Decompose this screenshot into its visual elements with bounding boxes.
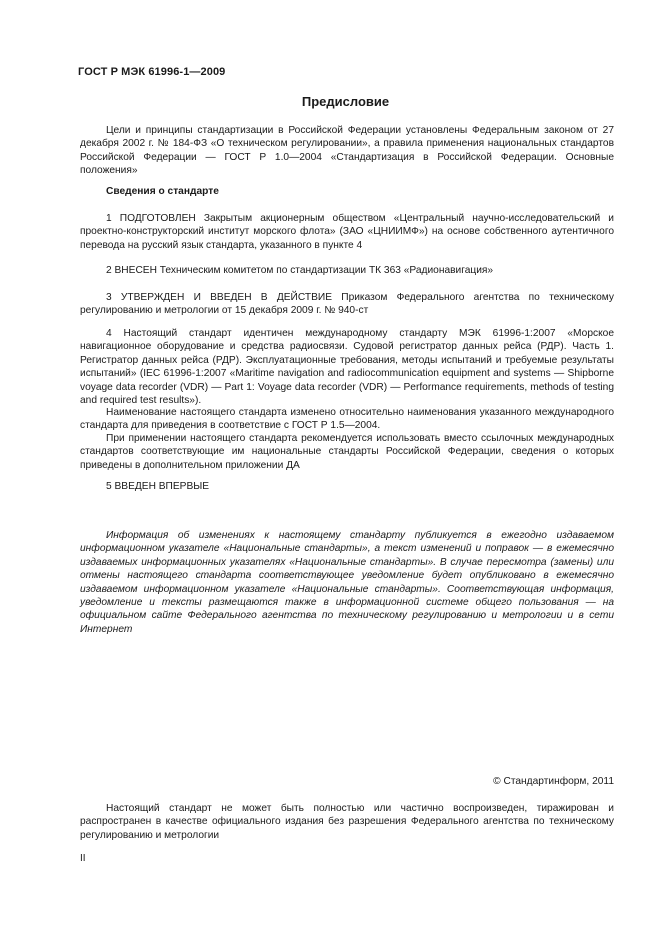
reproduction-notice: Настоящий стандарт не может быть полностью или частично воспроизведен, тиражирован и распространен в качестве официального издания без разрешения Федерального агентства по техническому регулированию и метрологии <box>80 803 614 841</box>
info-heading: Сведения о стандарте <box>106 186 219 197</box>
item-4-identical: 4 Настоящий стандарт идентичен международному стандарту МЭК 61996-1:2007 «Морское навигационное оборудование и средства радиосвязи. Судовой регистратор данных рейса (РДР). Часть 1. Регистратор данных рейса (РДР). Эксплуатационные требования, методы испытаний и требуемые результаты испытаний» (IEC 61996-1:2007 «Maritime navigation and radiocommunication equipment and systems — Shipborne voyage data recorder (VDR) — Part 1: Voyage data recorder (VDR) — Performance requirements, methods of testing and required test results»). <box>80 328 614 407</box>
item-4-references: При применении настоящего стандарта рекомендуется использовать вместо ссылочных международных стандартов соответствующие им национальные стандарты Российской Федерации, сведения о которых приведены в дополнительном приложении ДА <box>80 433 614 471</box>
item-5-first-introduced: 5 ВВЕДЕН ВПЕРВЫЕ <box>106 481 210 492</box>
preface-intro: Цели и принципы стандартизации в Российской Федерации установлены Федеральным законом от 27 декабря 2002 г. № 184-ФЗ «О техническом регулировании», а правила применения национальных стандартов Российской Федерации — ГОСТ Р 1.0—2004 «Стандартизация в Российской Федерации. Основные положения» <box>80 125 614 177</box>
page-number: II <box>80 853 86 864</box>
copyright-line: © Стандартинформ, 2011 <box>493 776 614 787</box>
item-2-introduced: 2 ВНЕСЕН Техническим комитетом по стандартизации ТК 363 «Радионавигация» <box>106 265 494 276</box>
changes-notice: Информация об изменениях к настоящему стандарту публикуется в ежегодно издаваемом информационном указателе «Национальные стандарты», а текст изменений и поправок — в ежемесячно издаваемых информационных указателях «Национальные стандарты». В случае пересмотра (замены) или отмены настоящего стандарта соответствующее уведомление будет опубликовано в ежемесячно издаваемом информационном указателе «Национальные стандарты». Соответствующая информация, уведомление и тексты размещаются также в информационной системе общего пользования — на официальном сайте Федерального агентства по техническому регулированию и метрологии и в сети Интернет <box>80 530 614 635</box>
item-4-name-change: Наименование настоящего стандарта изменено относительно наименования указанного международного стандарта для приведения в соответствие с ГОСТ Р 1.5—2004. <box>80 407 614 432</box>
standard-code-header: ГОСТ Р МЭК 61996-1—2009 <box>78 66 226 78</box>
item-3-approved: 3 УТВЕРЖДЕН И ВВЕДЕН В ДЕЙСТВИЕ Приказом Федерального агентства по техническому регулированию и метрологии от 15 декабря 2009 г. № 940-ст <box>80 292 614 317</box>
preface-title: Предисловие <box>301 94 390 109</box>
item-1-prepared: 1 ПОДГОТОВЛЕН Закрытым акционерным обществом «Центральный научно-исследовательский и проектно-конструкторский институт морского флота» (ЗАО «ЦНИИМФ») на основе собственного аутентичного перевода на русский язык стандарта, указанного в пункте 4 <box>80 213 614 251</box>
